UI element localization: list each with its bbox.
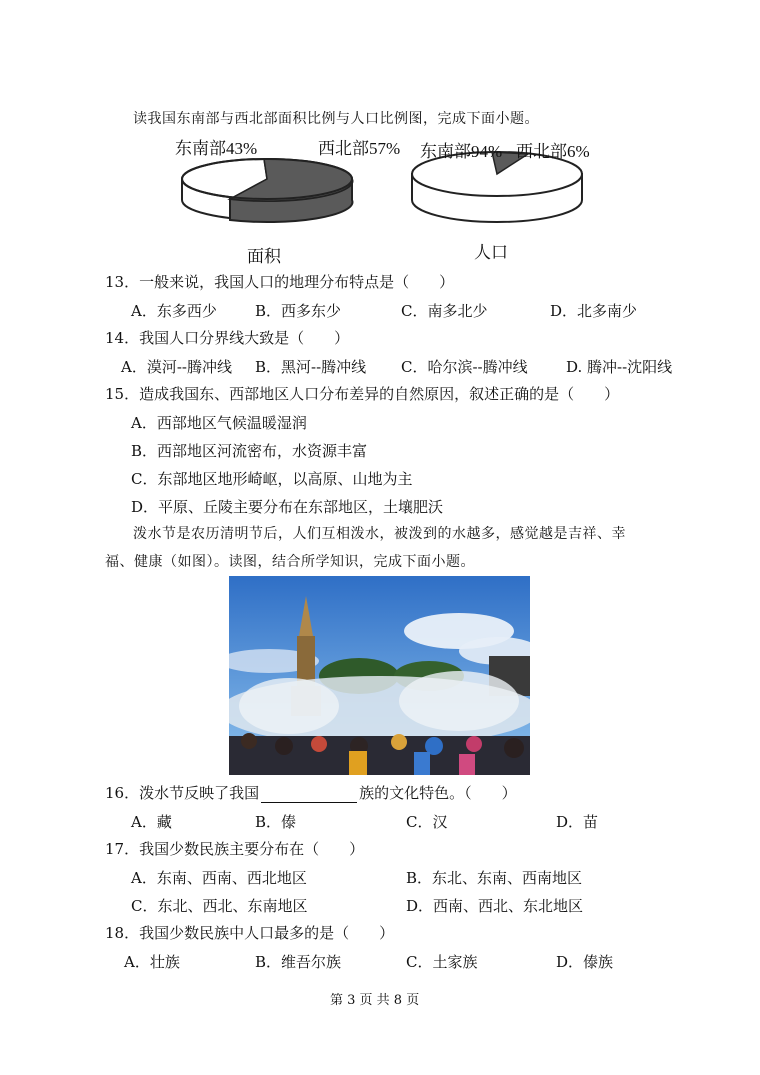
page-number-footer: 第 3 页 共 8 页	[330, 993, 420, 1008]
intro-text-charts: 读我国东南部与西北部面积比例与人口比例图，完成下面小题。	[133, 111, 539, 127]
question-14-option-a: A．漠河--腾冲线	[121, 358, 232, 376]
question-15-option-c: C．东部地区地形崎岖，以高原、山地为主	[131, 470, 413, 488]
question-14-option-b: B．黑河--腾冲线	[255, 358, 367, 376]
area-label-southeast: 东南部43%	[175, 139, 258, 158]
question-18-option-d: D．傣族	[556, 953, 614, 971]
population-label-northwest: 西北部6%	[516, 142, 590, 161]
question-17-option-a: A．东南、西南、西北地区	[131, 869, 307, 887]
question-16-stem-post: 族的文化特色。（ ）	[359, 784, 517, 802]
question-18-option-a: A．壮族	[124, 953, 180, 971]
question-15-option-d: D．平原、丘陵主要分布在东部地区，土壤肥沃	[131, 498, 444, 516]
question-13-option-d: D．北多南少	[550, 302, 638, 320]
intro-text-water-festival-line2: 福、健康（如图）。读图，结合所学知识，完成下面小题。	[105, 554, 475, 570]
question-16-option-c: C．汉	[406, 813, 448, 831]
question-17-stem: 17．我国少数民族主要分布在（ ）	[105, 840, 365, 858]
question-17-option-c: C．东北、西北、东南地区	[131, 897, 308, 915]
question-16-option-d: D．苗	[556, 813, 599, 831]
question-16-option-a: A．藏	[131, 813, 172, 831]
question-14-option-d: D. 腾冲--沈阳线	[566, 358, 673, 376]
area-label-northwest: 西北部57%	[318, 139, 401, 158]
question-13-option-b: B．西多东少	[255, 302, 342, 320]
question-16-option-b: B．傣	[255, 813, 297, 831]
population-label-southeast: 东南部94%	[420, 142, 503, 161]
question-16-answer-blank	[261, 786, 357, 803]
population-caption: 人口	[474, 243, 508, 262]
question-15-stem: 15．造成我国东、西部地区人口分布差异的自然原因，叙述正确的是（ ）	[105, 385, 620, 403]
question-16-stem	[105, 783, 517, 803]
question-18-stem: 18．我国少数民族中人口最多的是（ ）	[105, 924, 395, 942]
question-14-option-c: C．哈尔滨--腾冲线	[401, 358, 528, 376]
intro-text-water-festival-line1: 泼水节是农历清明节后，人们互相泼水，被泼到的水越多，感觉越是吉祥、幸	[133, 526, 626, 542]
question-14-stem: 14．我国人口分界线大致是（ ）	[105, 329, 350, 347]
population-pie-chart	[412, 152, 582, 222]
question-16-stem-pre: 16．泼水节反映了我国	[105, 784, 260, 802]
question-13-option-a: A．东多西少	[131, 302, 217, 320]
area-caption: 面积	[247, 247, 281, 266]
question-13-stem: 13．一般来说，我国人口的地理分布特点是（ ）	[105, 273, 455, 291]
question-15-option-b: B．西部地区河流密布，水资源丰富	[131, 442, 368, 460]
question-15-option-a: A．西部地区气候温暖湿润	[131, 414, 307, 432]
area-pie-chart	[182, 159, 352, 222]
question-18-option-b: B．维吾尔族	[255, 953, 342, 971]
question-17-option-b: B．东北、东南、西南地区	[406, 869, 583, 887]
question-18-option-c: C．土家族	[406, 953, 478, 971]
question-17-option-d: D．西南、西北、东北地区	[406, 897, 584, 915]
question-13-option-c: C．南多北少	[401, 302, 488, 320]
water-festival-photo	[229, 576, 530, 775]
